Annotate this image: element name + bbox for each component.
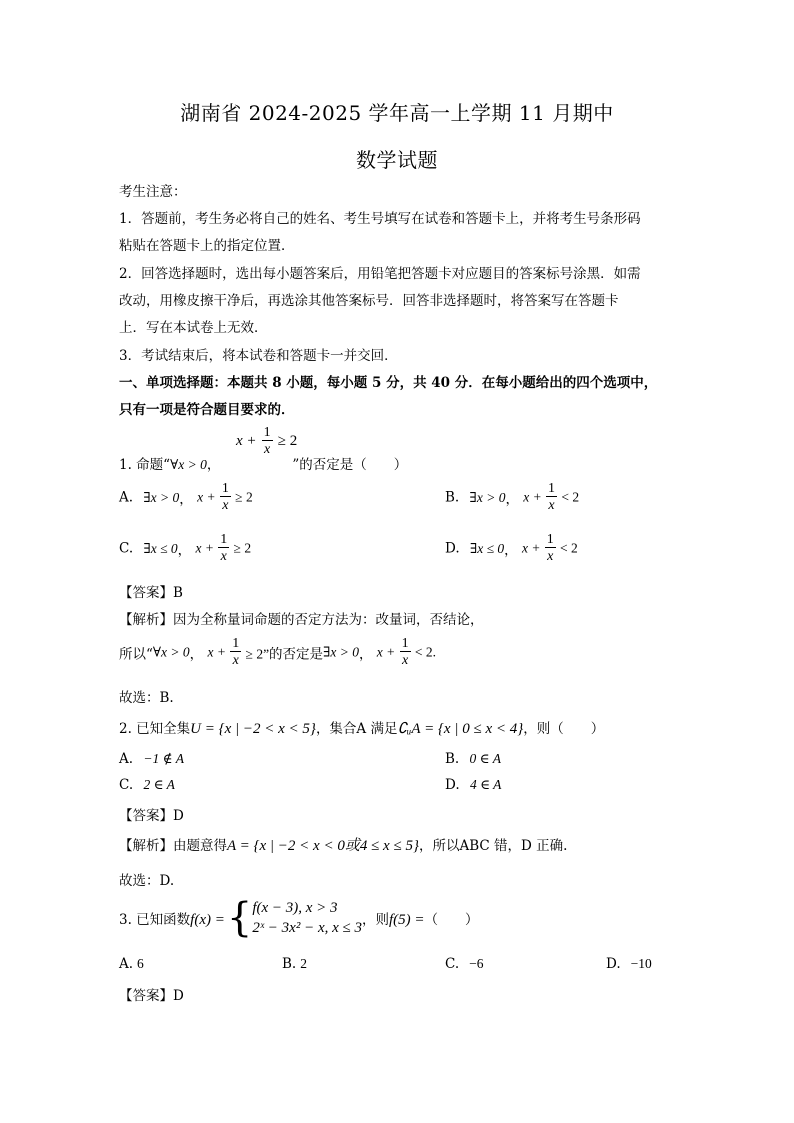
option-label: B. xyxy=(445,489,460,506)
option-x: x + xyxy=(195,540,214,556)
paper-title: 湖南省 2024-2025 学年高一上学期 11 月期中 xyxy=(180,101,614,125)
q3-layout xyxy=(119,895,479,942)
q2-option-c xyxy=(119,777,175,793)
q1-option-a: A. ∃x > 0， x + $\frac{1}{x}$ ≥ 2 xyxy=(119,481,253,513)
notice-line: 2．回答选择题时，选出每小题答案后，用铅笔把答题卡对应题目的答案标号涂黑．如需 xyxy=(119,266,641,282)
option-text: 2 xyxy=(300,956,307,971)
q2-answer: 【答案】D xyxy=(119,808,184,824)
q1-comma: ， xyxy=(206,457,221,473)
q1-analysis-line2: 所以“∀x > 0， x + $\frac{1}{x}$ ≥ 2”的否定是∃x > 0， x + $\frac{1}{x}$ < 2. xyxy=(119,636,436,668)
analysis-end: ，所以ABC 错，D 正确. xyxy=(418,838,568,854)
frac-denominator: x xyxy=(218,547,229,564)
notice-line: 粘贴在答题卡上的指定位置． xyxy=(119,238,295,254)
option-label: C. xyxy=(119,540,134,557)
q3-option-d xyxy=(606,956,652,972)
line2-x: x + xyxy=(207,644,226,660)
frac-denominator: x xyxy=(545,547,556,564)
piecewise-brace-icon: { xyxy=(226,895,253,942)
frac-denominator: x xyxy=(230,651,241,668)
notice-line: 上．写在本试卷上无效． xyxy=(119,320,268,336)
q1-option-d: D. ∃x ≤ 0， x + $\frac{1}{x}$ < 2 xyxy=(445,532,578,564)
option-relation: ≥ 2 xyxy=(233,540,252,556)
analysis-text: 因为全称量词命题的否定方法为：改量词，否结论， xyxy=(173,612,484,628)
frac-numerator: 1 xyxy=(548,481,556,496)
option-relation: < 2 xyxy=(561,489,580,505)
q2-stem xyxy=(119,717,604,738)
q1-prefix: 1. 命题“ xyxy=(119,457,171,473)
option-label: D. xyxy=(445,777,460,793)
q3-stem xyxy=(119,895,479,942)
q1-analysis xyxy=(119,608,484,628)
frac-numerator: 1 xyxy=(401,636,409,651)
q3-f5: f(5) = xyxy=(389,911,425,928)
option-text: 6 xyxy=(137,956,144,971)
analysis-prefix: 由题意得 xyxy=(173,838,227,854)
option-text: 2 ∈ A xyxy=(143,777,175,792)
option-label: C. xyxy=(445,956,460,972)
line2-end: < 2. xyxy=(414,644,436,660)
option-label: D. xyxy=(445,540,460,557)
q3-function: f(x) = xyxy=(190,911,225,928)
frac-denominator: x xyxy=(546,496,557,513)
section-heading: 只有一项是符合题目要求的． xyxy=(119,402,295,418)
option-quantifier: ∃x ≤ 0 xyxy=(469,540,505,556)
line2-prefix: 所以“ xyxy=(119,646,153,663)
option-text: −1 ∉ A xyxy=(143,751,184,766)
option-relation: ≥ 2 xyxy=(235,489,253,505)
frac-numerator: 1 xyxy=(263,425,271,440)
analysis-label: 【解析】 xyxy=(119,612,173,628)
q2-option-d xyxy=(445,777,501,793)
q2-mid: ，集合A 满足 xyxy=(315,721,398,737)
notice-line: 3．考试结束后，将本试卷和答题卡一并交回． xyxy=(119,348,398,364)
analysis-label: 【解析】 xyxy=(119,838,173,854)
option-label: B. xyxy=(445,751,460,767)
frac-numerator: 1 xyxy=(221,481,229,496)
frac-numerator: 1 xyxy=(220,532,228,547)
option-relation: < 2 xyxy=(560,540,578,556)
notice-line: 改动，用橡皮擦干净后，再选涂其他答案标号．回答非选择题时，将答案写在答题卡 xyxy=(119,293,619,309)
option-text: 0 ∈ A xyxy=(469,751,502,766)
option-label: D. xyxy=(606,956,621,972)
option-quantifier: ∃x > 0 xyxy=(469,489,506,505)
frac-denominator: x xyxy=(262,440,273,457)
q3-prefix: 3. 已知函数 xyxy=(119,911,191,928)
q3-case-2: 2ˣ − 3x² − x, x ≤ 3 xyxy=(252,920,362,937)
frac-denominator: x xyxy=(220,496,231,513)
q3-option-a xyxy=(119,956,144,972)
section-heading: 一、单项选择题：本题共 8 小题，每小题 5 分，共 40 分．在每小题给出的四个选项中， xyxy=(119,375,658,391)
q1-condition: ∀x > 0 xyxy=(170,457,207,472)
option-quantifier: ∃x > 0 xyxy=(143,489,180,505)
analysis-set: A = {x | −2 < x < 0或4 ≤ x ≤ 5} xyxy=(227,838,419,854)
q3-end: ，则 xyxy=(362,911,389,928)
q1-answer: 【答案】B xyxy=(119,585,183,601)
frac-numerator: 1 xyxy=(232,636,240,651)
paper-subtitle: 数学试题 xyxy=(356,148,438,172)
line2-negation: ∃x > 0 xyxy=(323,644,359,660)
option-label: A. xyxy=(119,956,134,972)
q3-paren: （ ） xyxy=(424,911,479,928)
q2-universal-set: U = {x | −2 < x < 5} xyxy=(190,721,316,737)
option-text: 4 ∈ A xyxy=(469,777,502,792)
q3-option-b xyxy=(282,956,307,972)
frac-numerator: 1 xyxy=(546,532,554,547)
notice-heading: 考生注意： xyxy=(119,184,187,200)
q1-option-b: B. ∃x > 0， x + $\frac{1}{x}$ < 2 xyxy=(445,481,580,513)
q1-suffix: ”的否定是（ ） xyxy=(292,457,408,473)
option-quantifier: ∃x ≤ 0 xyxy=(143,540,178,556)
option-x: x + xyxy=(523,489,542,505)
q2-conclusion: 故选：D. xyxy=(119,873,175,889)
q2-analysis xyxy=(119,834,567,855)
option-label: B. xyxy=(282,956,297,972)
line2-condition: ∀x > 0 xyxy=(152,644,190,660)
line2-mid: ≥ 2”的否定是 xyxy=(245,646,324,662)
option-label: C. xyxy=(119,777,134,793)
q3-answer: 【答案】D xyxy=(119,988,184,1004)
option-text: −6 xyxy=(469,956,484,971)
q2-end: ，则（ ） xyxy=(523,721,605,737)
option-x: x + xyxy=(521,540,541,556)
q2-option-b xyxy=(445,751,501,767)
frac-denominator: x xyxy=(400,651,411,668)
q1-stem xyxy=(119,453,407,473)
q1-expr-x: x + xyxy=(236,433,257,449)
option-label: A. xyxy=(119,751,134,767)
q3-option-c xyxy=(445,956,484,972)
line2-x: x + xyxy=(376,644,396,660)
q1-option-c: C. ∃x ≤ 0， x + $\frac{1}{x}$ ≥ 2 xyxy=(119,532,252,564)
option-label: A. xyxy=(119,489,134,506)
q2-prefix: 2. 已知全集 xyxy=(119,721,191,737)
option-x: x + xyxy=(197,489,216,505)
q1-expr-rel: ≥ 2 xyxy=(277,433,298,449)
notice-line: 1．答题前，考生务必将自己的姓名、考生号填写在试卷和答题卡上，并将考生号条形码 xyxy=(119,211,641,227)
q1-conclusion: 故选：B. xyxy=(119,690,174,706)
q3-case-1: f(x − 3), x > 3 xyxy=(252,900,338,916)
option-text: −10 xyxy=(630,956,652,971)
q2-option-a xyxy=(119,751,184,767)
q2-complement: ∁ᵤA = {x | 0 ≤ x < 4} xyxy=(397,721,524,737)
